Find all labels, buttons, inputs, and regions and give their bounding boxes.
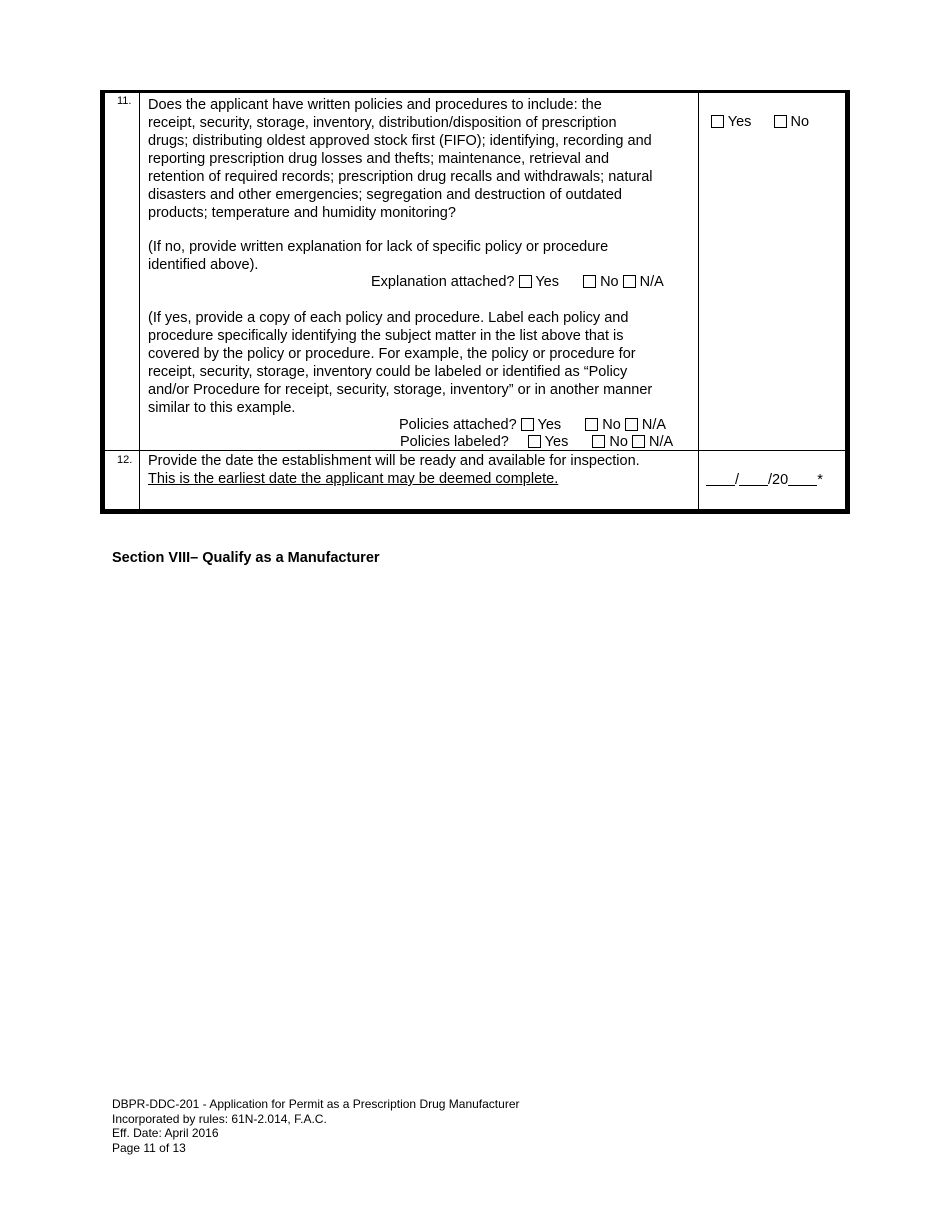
- explanation-attached-label: Explanation attached?: [371, 274, 515, 290]
- policies-labeled-yes-checkbox[interactable]: [528, 435, 541, 448]
- question-11-line: Does the applicant have written policies and procedures to include: the: [148, 97, 602, 113]
- explanation-attached-row: [371, 273, 664, 291]
- yes-note-line: receipt, security, storage, inventory could be labeled or identified as “Policy: [148, 364, 628, 380]
- yes-note-line: (If yes, provide a copy of each policy and procedure. Label each policy and: [148, 310, 629, 326]
- policies-labeled-no-label: No: [609, 434, 628, 450]
- explanation-no-checkbox[interactable]: [583, 275, 596, 288]
- q11-yes-label: Yes: [727, 114, 752, 130]
- policies-attached-yes-label: Yes: [537, 417, 562, 433]
- policies-labeled-row: [400, 433, 673, 451]
- section-heading: Section VIII– Qualify as a Manufacturer: [112, 550, 380, 566]
- column-divider: [698, 93, 699, 509]
- inspection-date-field[interactable]: [706, 471, 823, 488]
- footer-page-number: Page 11 of 13: [112, 1140, 186, 1155]
- question-12-number: 12.: [117, 454, 133, 466]
- explanation-na-checkbox[interactable]: [623, 275, 636, 288]
- no-note: [148, 238, 693, 274]
- policies-labeled-na-label: N/A: [649, 434, 674, 450]
- date-month-blank[interactable]: [706, 471, 735, 486]
- explanation-no-label: No: [600, 274, 619, 290]
- date-separator: /: [735, 472, 740, 488]
- explanation-na-label: N/A: [639, 274, 664, 290]
- date-asterisk: *: [817, 472, 823, 488]
- policies-attached-row: [399, 416, 666, 434]
- question-11-line: products; temperature and humidity monitoring?: [148, 205, 456, 221]
- question-11-line: reporting prescription drug losses and thefts; maintenance, retrieval and: [148, 151, 610, 167]
- date-century: /20: [768, 472, 789, 488]
- q11-no-checkbox[interactable]: [774, 115, 787, 128]
- questions-table: [100, 90, 850, 514]
- explanation-yes-label: Yes: [535, 274, 559, 290]
- yes-note: [148, 309, 696, 417]
- policies-attached-no-checkbox[interactable]: [585, 418, 598, 431]
- footer-form-title: DBPR-DDC-201 - Application for Permit as a Prescription Drug Manufacturer: [112, 1097, 520, 1111]
- yes-note-line: procedure specifically identifying the subject matter in the list above that is: [148, 328, 624, 344]
- no-note-line: (If no, provide written explanation for lack of specific policy or procedure: [148, 239, 609, 255]
- policies-labeled-na-checkbox[interactable]: [632, 435, 645, 448]
- date-year-blank[interactable]: [788, 471, 817, 486]
- policies-attached-na-checkbox[interactable]: [625, 418, 638, 431]
- footer-rules: Incorporated by rules: 61N-2.014, F.A.C.: [112, 1111, 327, 1126]
- policies-labeled-no-checkbox[interactable]: [592, 435, 605, 448]
- policies-labeled-label: Policies labeled?: [400, 434, 509, 450]
- question-11-answer: [711, 113, 809, 131]
- question-11-line: receipt, security, storage, inventory, distribution/disposition of prescription: [148, 115, 617, 131]
- question-12-question: Provide the date the establishment will be ready and available for inspection.: [148, 453, 640, 469]
- yes-note-line: covered by the policy or procedure. For example, the policy or procedure for: [148, 346, 636, 362]
- yes-note-line: and/or Procedure for receipt, security, storage, inventory” or in another manner: [148, 382, 653, 398]
- question-11-number: 11.: [117, 95, 132, 107]
- footer: [112, 1097, 519, 1155]
- question-12-text: [148, 452, 696, 488]
- policies-attached-yes-checkbox[interactable]: [521, 418, 534, 431]
- policies-attached-label: Policies attached?: [399, 417, 517, 433]
- q11-no-label: No: [790, 114, 810, 130]
- policies-attached-no-label: No: [602, 417, 621, 433]
- policies-attached-na-label: N/A: [641, 417, 667, 433]
- explanation-yes-checkbox[interactable]: [519, 275, 532, 288]
- question-11-text: [148, 96, 693, 222]
- column-divider: [139, 93, 140, 509]
- q11-yes-checkbox[interactable]: [711, 115, 724, 128]
- question-12-underlined-note: This is the earliest date the applicant may be deemed complete.: [148, 471, 559, 487]
- yes-note-line: similar to this example.: [148, 400, 296, 416]
- date-day-blank[interactable]: [739, 471, 768, 486]
- question-11-line: drugs; distributing oldest approved stock first (FIFO); identifying, recording and: [148, 133, 652, 149]
- footer-eff-date: Eff. Date: April 2016: [112, 1126, 219, 1140]
- question-11-line: disasters and other emergencies; segregation and destruction of outdated: [148, 187, 622, 203]
- question-11-line: retention of required records; prescription drug recalls and withdrawals; natural: [148, 169, 653, 185]
- policies-labeled-yes-label: Yes: [544, 434, 569, 450]
- no-note-line: identified above).: [148, 257, 259, 273]
